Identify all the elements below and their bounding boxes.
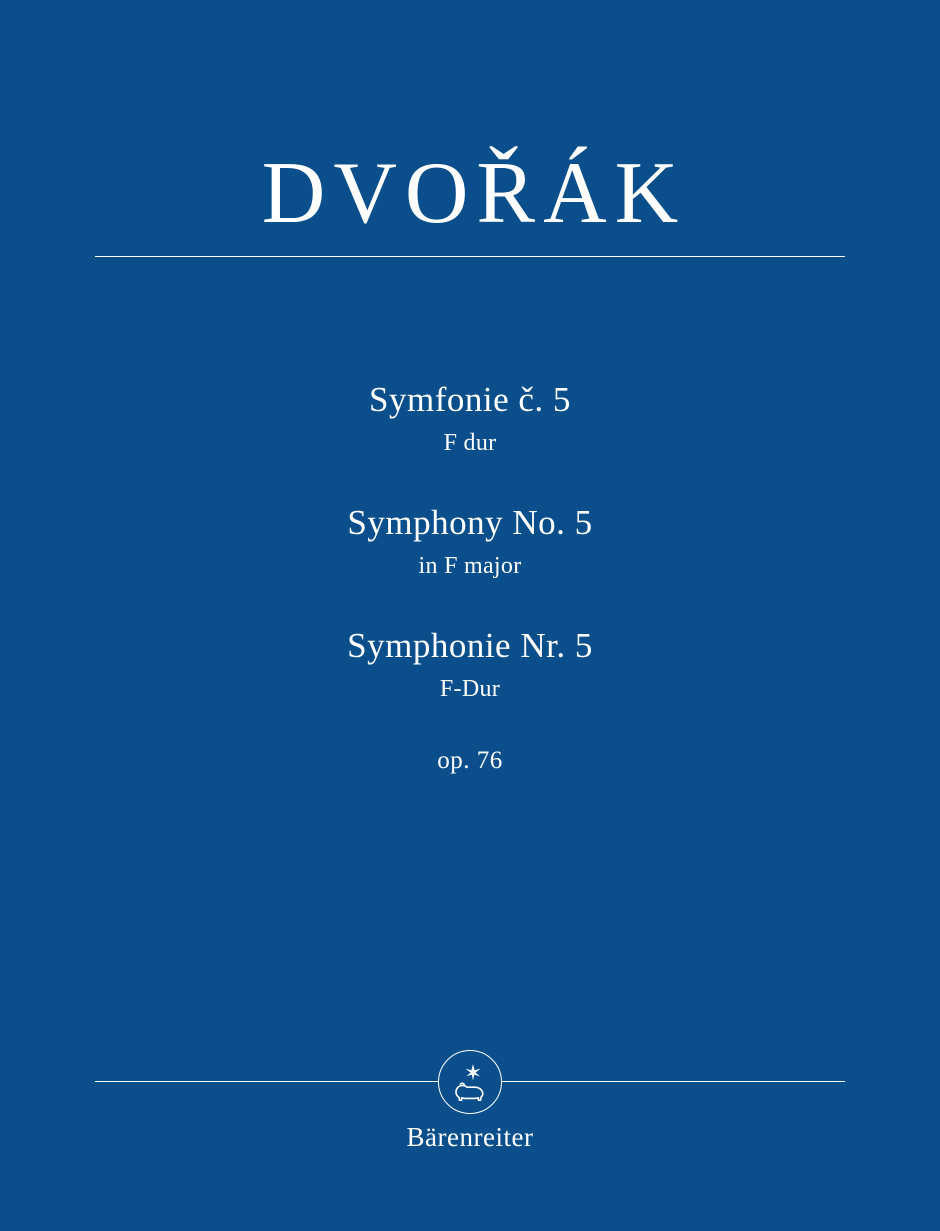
title-czech: Symfonie č. 5 [369,380,571,419]
publisher-logo-row [0,1050,940,1112]
barenreiter-bear-icon [438,1050,502,1114]
title-stack [0,378,940,775]
composer-name: DVOŘÁK [261,145,687,242]
subtitle-english: in F major [418,552,522,579]
publisher-name: Bärenreiter [406,1122,534,1152]
opus-number: op. 76 [437,746,503,774]
title-group-czech [0,378,940,459]
title-group-german [0,624,940,705]
composer-block [0,145,940,257]
title-english: Symphony No. 5 [347,502,593,542]
publisher-block [0,1050,940,1153]
title-group-english [0,501,940,582]
title-german: Symphonie Nr. 5 [347,625,593,665]
subtitle-czech: F dur [443,429,497,456]
composer-rule [95,256,845,257]
subtitle-german: F-Dur [439,675,501,702]
